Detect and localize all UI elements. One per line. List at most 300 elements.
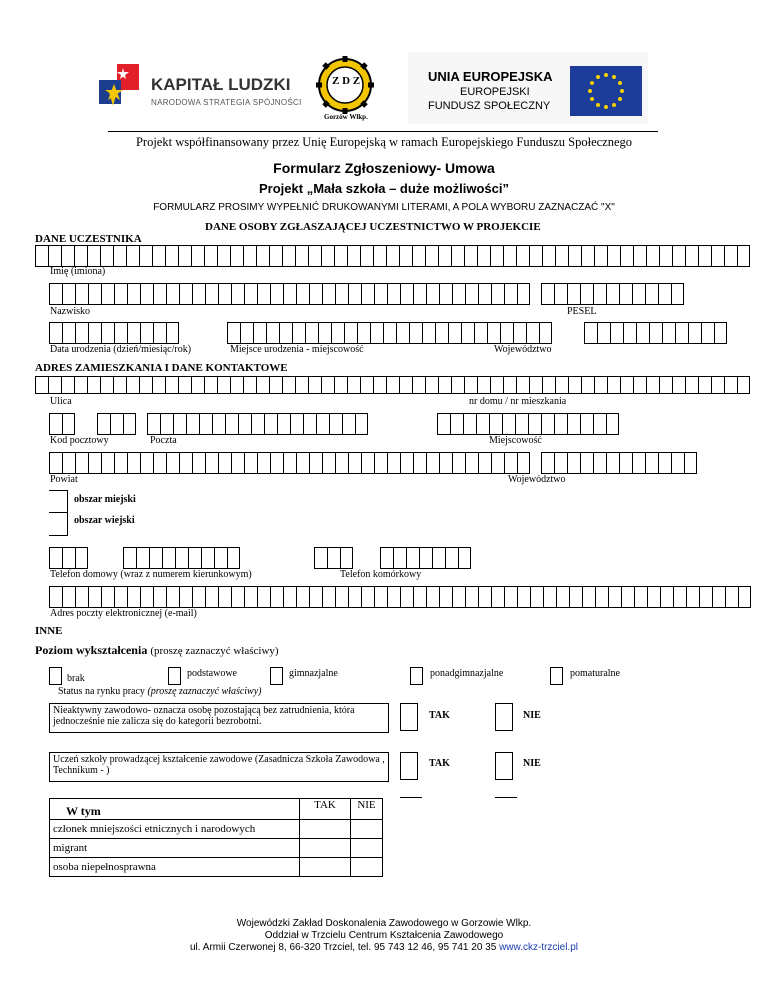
- char-box[interactable]: [342, 413, 355, 435]
- char-box[interactable]: [348, 452, 361, 474]
- student-tak-checkbox[interactable]: [400, 752, 418, 780]
- char-box[interactable]: [386, 245, 399, 267]
- char-box[interactable]: [671, 452, 684, 474]
- char-box[interactable]: [348, 283, 361, 305]
- char-box[interactable]: [386, 376, 399, 394]
- char-box[interactable]: [296, 586, 309, 608]
- char-box[interactable]: [165, 376, 178, 394]
- wtym-row-tak-cell[interactable]: [300, 858, 351, 877]
- postal-code-boxes-b[interactable]: [97, 413, 136, 435]
- char-box[interactable]: [476, 413, 489, 435]
- pesel-boxes[interactable]: [541, 283, 684, 305]
- wtym-row-nie-cell[interactable]: [351, 839, 383, 858]
- wtym-row-nie-cell[interactable]: [351, 858, 383, 877]
- char-box[interactable]: [166, 322, 179, 344]
- char-box[interactable]: [632, 452, 645, 474]
- char-box[interactable]: [554, 413, 567, 435]
- char-box[interactable]: [452, 283, 465, 305]
- char-box[interactable]: [623, 322, 636, 344]
- char-box[interactable]: [355, 413, 368, 435]
- char-box[interactable]: [584, 322, 597, 344]
- char-box[interactable]: [526, 322, 539, 344]
- char-box[interactable]: [698, 376, 711, 394]
- char-box[interactable]: [347, 245, 360, 267]
- char-box[interactable]: [701, 322, 714, 344]
- char-box[interactable]: [539, 322, 552, 344]
- char-box[interactable]: [62, 586, 75, 608]
- education-podstawowe-checkbox[interactable]: [168, 667, 181, 685]
- char-box[interactable]: [126, 376, 139, 394]
- char-box[interactable]: [606, 283, 619, 305]
- char-box[interactable]: [49, 413, 62, 435]
- char-box[interactable]: [277, 413, 290, 435]
- char-box[interactable]: [166, 586, 179, 608]
- char-box[interactable]: [231, 452, 244, 474]
- char-box[interactable]: [140, 586, 153, 608]
- char-box[interactable]: [567, 452, 580, 474]
- char-box[interactable]: [438, 376, 451, 394]
- area-checkbox-group[interactable]: [49, 490, 68, 536]
- char-box[interactable]: [153, 452, 166, 474]
- char-box[interactable]: [474, 322, 487, 344]
- char-box[interactable]: [279, 322, 292, 344]
- home-phone-area-boxes[interactable]: [49, 547, 88, 569]
- char-box[interactable]: [123, 413, 136, 435]
- char-box[interactable]: [555, 376, 568, 394]
- char-box[interactable]: [439, 452, 452, 474]
- char-box[interactable]: [711, 245, 724, 267]
- char-box[interactable]: [503, 245, 516, 267]
- char-box[interactable]: [152, 245, 165, 267]
- char-box[interactable]: [426, 283, 439, 305]
- char-box[interactable]: [49, 322, 62, 344]
- char-box[interactable]: [383, 322, 396, 344]
- char-box[interactable]: [607, 245, 620, 267]
- char-box[interactable]: [504, 283, 517, 305]
- char-box[interactable]: [114, 283, 127, 305]
- char-box[interactable]: [645, 452, 658, 474]
- char-box[interactable]: [541, 413, 554, 435]
- char-box[interactable]: [35, 376, 48, 394]
- char-box[interactable]: [660, 586, 673, 608]
- char-box[interactable]: [712, 586, 725, 608]
- char-box[interactable]: [240, 322, 253, 344]
- char-box[interactable]: [49, 452, 62, 474]
- char-box[interactable]: [490, 376, 503, 394]
- char-box[interactable]: [217, 245, 230, 267]
- char-box[interactable]: [231, 283, 244, 305]
- char-box[interactable]: [528, 413, 541, 435]
- char-box[interactable]: [186, 413, 199, 435]
- char-box[interactable]: [438, 245, 451, 267]
- char-box[interactable]: [321, 245, 334, 267]
- char-box[interactable]: [322, 452, 335, 474]
- char-box[interactable]: [555, 245, 568, 267]
- char-box[interactable]: [62, 452, 75, 474]
- char-box[interactable]: [244, 452, 257, 474]
- char-box[interactable]: [314, 547, 327, 569]
- char-box[interactable]: [568, 245, 581, 267]
- char-box[interactable]: [191, 376, 204, 394]
- char-box[interactable]: [597, 322, 610, 344]
- char-box[interactable]: [153, 322, 166, 344]
- last-name-boxes[interactable]: [49, 283, 530, 305]
- char-box[interactable]: [225, 413, 238, 435]
- char-box[interactable]: [606, 452, 619, 474]
- char-box[interactable]: [406, 547, 419, 569]
- char-box[interactable]: [295, 245, 308, 267]
- char-box[interactable]: [74, 245, 87, 267]
- char-box[interactable]: [530, 586, 543, 608]
- char-box[interactable]: [110, 413, 123, 435]
- char-box[interactable]: [62, 547, 75, 569]
- mobile-boxes-b[interactable]: [380, 547, 471, 569]
- char-box[interactable]: [387, 452, 400, 474]
- char-box[interactable]: [257, 283, 270, 305]
- char-box[interactable]: [178, 245, 191, 267]
- char-box[interactable]: [101, 452, 114, 474]
- char-box[interactable]: [503, 376, 516, 394]
- char-box[interactable]: [61, 245, 74, 267]
- char-box[interactable]: [619, 452, 632, 474]
- char-box[interactable]: [360, 376, 373, 394]
- char-box[interactable]: [461, 322, 474, 344]
- char-box[interactable]: [188, 547, 201, 569]
- char-box[interactable]: [361, 283, 374, 305]
- char-box[interactable]: [646, 245, 659, 267]
- char-box[interactable]: [412, 376, 425, 394]
- char-box[interactable]: [113, 376, 126, 394]
- char-box[interactable]: [75, 283, 88, 305]
- char-box[interactable]: [662, 322, 675, 344]
- char-box[interactable]: [621, 586, 634, 608]
- student-nie-checkbox[interactable]: [495, 752, 513, 780]
- char-box[interactable]: [593, 283, 606, 305]
- char-box[interactable]: [594, 245, 607, 267]
- char-box[interactable]: [257, 586, 270, 608]
- char-box[interactable]: [487, 322, 500, 344]
- char-box[interactable]: [48, 376, 61, 394]
- char-box[interactable]: [243, 245, 256, 267]
- char-box[interactable]: [321, 376, 334, 394]
- char-box[interactable]: [283, 283, 296, 305]
- char-box[interactable]: [646, 376, 659, 394]
- char-box[interactable]: [309, 586, 322, 608]
- char-box[interactable]: [685, 376, 698, 394]
- char-box[interactable]: [432, 547, 445, 569]
- char-box[interactable]: [283, 452, 296, 474]
- char-box[interactable]: [580, 413, 593, 435]
- char-box[interactable]: [542, 376, 555, 394]
- char-box[interactable]: [645, 283, 658, 305]
- char-box[interactable]: [282, 376, 295, 394]
- char-box[interactable]: [387, 586, 400, 608]
- char-box[interactable]: [88, 586, 101, 608]
- char-box[interactable]: [127, 452, 140, 474]
- char-box[interactable]: [303, 413, 316, 435]
- char-box[interactable]: [126, 245, 139, 267]
- education-ponadgimnazjalne-checkbox[interactable]: [410, 667, 423, 685]
- char-box[interactable]: [214, 547, 227, 569]
- char-box[interactable]: [698, 245, 711, 267]
- char-box[interactable]: [409, 322, 422, 344]
- char-box[interactable]: [541, 452, 554, 474]
- char-box[interactable]: [270, 283, 283, 305]
- char-box[interactable]: [231, 586, 244, 608]
- char-box[interactable]: [139, 245, 152, 267]
- char-box[interactable]: [192, 586, 205, 608]
- char-box[interactable]: [88, 283, 101, 305]
- char-box[interactable]: [327, 547, 340, 569]
- education-pomaturalne-checkbox[interactable]: [550, 667, 563, 685]
- char-box[interactable]: [567, 413, 580, 435]
- char-box[interactable]: [673, 586, 686, 608]
- char-box[interactable]: [218, 586, 231, 608]
- birth-place-boxes[interactable]: [227, 322, 552, 344]
- char-box[interactable]: [139, 376, 152, 394]
- char-box[interactable]: [49, 586, 62, 608]
- char-box[interactable]: [205, 586, 218, 608]
- char-box[interactable]: [127, 283, 140, 305]
- char-box[interactable]: [464, 245, 477, 267]
- char-box[interactable]: [316, 413, 329, 435]
- char-box[interactable]: [445, 547, 458, 569]
- char-box[interactable]: [230, 245, 243, 267]
- char-box[interactable]: [647, 586, 660, 608]
- char-box[interactable]: [344, 322, 357, 344]
- char-box[interactable]: [610, 322, 623, 344]
- char-box[interactable]: [426, 586, 439, 608]
- char-box[interactable]: [450, 413, 463, 435]
- wtym-row-tak-cell[interactable]: [300, 820, 351, 839]
- char-box[interactable]: [439, 283, 452, 305]
- birth-voivodeship-boxes[interactable]: [584, 322, 727, 344]
- char-box[interactable]: [452, 452, 465, 474]
- char-box[interactable]: [737, 245, 750, 267]
- char-box[interactable]: [465, 586, 478, 608]
- char-box[interactable]: [199, 413, 212, 435]
- char-box[interactable]: [620, 376, 633, 394]
- char-box[interactable]: [500, 322, 513, 344]
- char-box[interactable]: [595, 586, 608, 608]
- char-box[interactable]: [309, 452, 322, 474]
- char-box[interactable]: [400, 586, 413, 608]
- char-box[interactable]: [725, 586, 738, 608]
- char-box[interactable]: [335, 586, 348, 608]
- char-box[interactable]: [127, 586, 140, 608]
- char-box[interactable]: [515, 413, 528, 435]
- char-box[interactable]: [699, 586, 712, 608]
- char-box[interactable]: [114, 586, 127, 608]
- char-box[interactable]: [658, 452, 671, 474]
- char-box[interactable]: [491, 586, 504, 608]
- char-box[interactable]: [87, 376, 100, 394]
- char-box[interactable]: [166, 452, 179, 474]
- char-box[interactable]: [212, 413, 225, 435]
- char-box[interactable]: [257, 452, 270, 474]
- char-box[interactable]: [61, 376, 74, 394]
- char-box[interactable]: [227, 547, 240, 569]
- char-box[interactable]: [270, 586, 283, 608]
- char-box[interactable]: [464, 376, 477, 394]
- char-box[interactable]: [567, 283, 580, 305]
- char-box[interactable]: [684, 452, 697, 474]
- char-box[interactable]: [217, 376, 230, 394]
- char-box[interactable]: [147, 413, 160, 435]
- char-box[interactable]: [451, 245, 464, 267]
- char-box[interactable]: [100, 376, 113, 394]
- char-box[interactable]: [238, 413, 251, 435]
- city-boxes[interactable]: [437, 413, 619, 435]
- char-box[interactable]: [465, 452, 478, 474]
- char-box[interactable]: [101, 322, 114, 344]
- char-box[interactable]: [606, 413, 619, 435]
- char-box[interactable]: [458, 547, 471, 569]
- char-box[interactable]: [513, 322, 526, 344]
- char-box[interactable]: [88, 452, 101, 474]
- char-box[interactable]: [659, 245, 672, 267]
- char-box[interactable]: [582, 586, 595, 608]
- char-box[interactable]: [374, 586, 387, 608]
- char-box[interactable]: [75, 322, 88, 344]
- postal-code-boxes-a[interactable]: [49, 413, 75, 435]
- education-brak-checkbox[interactable]: [49, 667, 62, 685]
- street-boxes[interactable]: [35, 376, 750, 394]
- char-box[interactable]: [413, 283, 426, 305]
- char-box[interactable]: [334, 376, 347, 394]
- char-box[interactable]: [140, 322, 153, 344]
- char-box[interactable]: [340, 547, 353, 569]
- char-box[interactable]: [173, 413, 186, 435]
- char-box[interactable]: [201, 547, 214, 569]
- char-box[interactable]: [49, 283, 62, 305]
- char-box[interactable]: [114, 452, 127, 474]
- char-box[interactable]: [165, 245, 178, 267]
- char-box[interactable]: [490, 245, 503, 267]
- char-box[interactable]: [256, 376, 269, 394]
- char-box[interactable]: [477, 376, 490, 394]
- char-box[interactable]: [489, 413, 502, 435]
- char-box[interactable]: [568, 376, 581, 394]
- char-box[interactable]: [101, 283, 114, 305]
- char-box[interactable]: [335, 283, 348, 305]
- char-box[interactable]: [477, 245, 490, 267]
- char-box[interactable]: [361, 452, 374, 474]
- char-box[interactable]: [123, 547, 136, 569]
- char-box[interactable]: [204, 376, 217, 394]
- char-box[interactable]: [160, 413, 173, 435]
- char-box[interactable]: [74, 376, 87, 394]
- char-box[interactable]: [686, 586, 699, 608]
- char-box[interactable]: [426, 452, 439, 474]
- char-box[interactable]: [292, 322, 305, 344]
- char-box[interactable]: [659, 376, 672, 394]
- char-box[interactable]: [581, 245, 594, 267]
- char-box[interactable]: [230, 376, 243, 394]
- char-box[interactable]: [688, 322, 701, 344]
- char-box[interactable]: [335, 452, 348, 474]
- char-box[interactable]: [580, 452, 593, 474]
- char-box[interactable]: [478, 586, 491, 608]
- char-box[interactable]: [282, 245, 295, 267]
- char-box[interactable]: [465, 283, 478, 305]
- char-box[interactable]: [387, 283, 400, 305]
- char-box[interactable]: [435, 322, 448, 344]
- char-box[interactable]: [634, 586, 647, 608]
- char-box[interactable]: [517, 586, 530, 608]
- char-box[interactable]: [396, 322, 409, 344]
- char-box[interactable]: [153, 283, 166, 305]
- char-box[interactable]: [373, 376, 386, 394]
- char-box[interactable]: [517, 283, 530, 305]
- char-box[interactable]: [166, 283, 179, 305]
- char-box[interactable]: [347, 376, 360, 394]
- char-box[interactable]: [256, 245, 269, 267]
- char-box[interactable]: [620, 245, 633, 267]
- char-box[interactable]: [491, 283, 504, 305]
- char-box[interactable]: [205, 452, 218, 474]
- char-box[interactable]: [738, 586, 751, 608]
- char-box[interactable]: [380, 547, 393, 569]
- char-box[interactable]: [162, 547, 175, 569]
- char-box[interactable]: [179, 283, 192, 305]
- char-box[interactable]: [714, 322, 727, 344]
- first-name-boxes[interactable]: [35, 245, 750, 267]
- char-box[interactable]: [88, 322, 101, 344]
- char-box[interactable]: [437, 413, 450, 435]
- char-box[interactable]: [425, 376, 438, 394]
- char-box[interactable]: [322, 586, 335, 608]
- char-box[interactable]: [675, 322, 688, 344]
- char-box[interactable]: [393, 547, 406, 569]
- char-box[interactable]: [711, 376, 724, 394]
- char-box[interactable]: [218, 452, 231, 474]
- char-box[interactable]: [204, 245, 217, 267]
- wtym-row-nie-cell[interactable]: [351, 820, 383, 839]
- char-box[interactable]: [554, 452, 567, 474]
- char-box[interactable]: [152, 376, 165, 394]
- char-box[interactable]: [357, 322, 370, 344]
- char-box[interactable]: [737, 376, 750, 394]
- char-box[interactable]: [412, 245, 425, 267]
- char-box[interactable]: [543, 586, 556, 608]
- post-boxes[interactable]: [147, 413, 368, 435]
- char-box[interactable]: [619, 283, 632, 305]
- char-box[interactable]: [264, 413, 277, 435]
- char-box[interactable]: [35, 245, 48, 267]
- char-box[interactable]: [113, 245, 126, 267]
- char-box[interactable]: [244, 586, 257, 608]
- char-box[interactable]: [309, 283, 322, 305]
- voivodeship-boxes[interactable]: [541, 452, 697, 474]
- wtym-row-tak-cell[interactable]: [300, 839, 351, 858]
- char-box[interactable]: [87, 245, 100, 267]
- char-box[interactable]: [192, 283, 205, 305]
- char-box[interactable]: [175, 547, 188, 569]
- char-box[interactable]: [569, 586, 582, 608]
- char-box[interactable]: [308, 245, 321, 267]
- char-box[interactable]: [685, 245, 698, 267]
- char-box[interactable]: [296, 452, 309, 474]
- char-box[interactable]: [451, 376, 464, 394]
- char-box[interactable]: [179, 452, 192, 474]
- char-box[interactable]: [463, 413, 476, 435]
- char-box[interactable]: [251, 413, 264, 435]
- char-box[interactable]: [672, 376, 685, 394]
- email-boxes[interactable]: [49, 586, 751, 608]
- char-box[interactable]: [594, 376, 607, 394]
- char-box[interactable]: [529, 245, 542, 267]
